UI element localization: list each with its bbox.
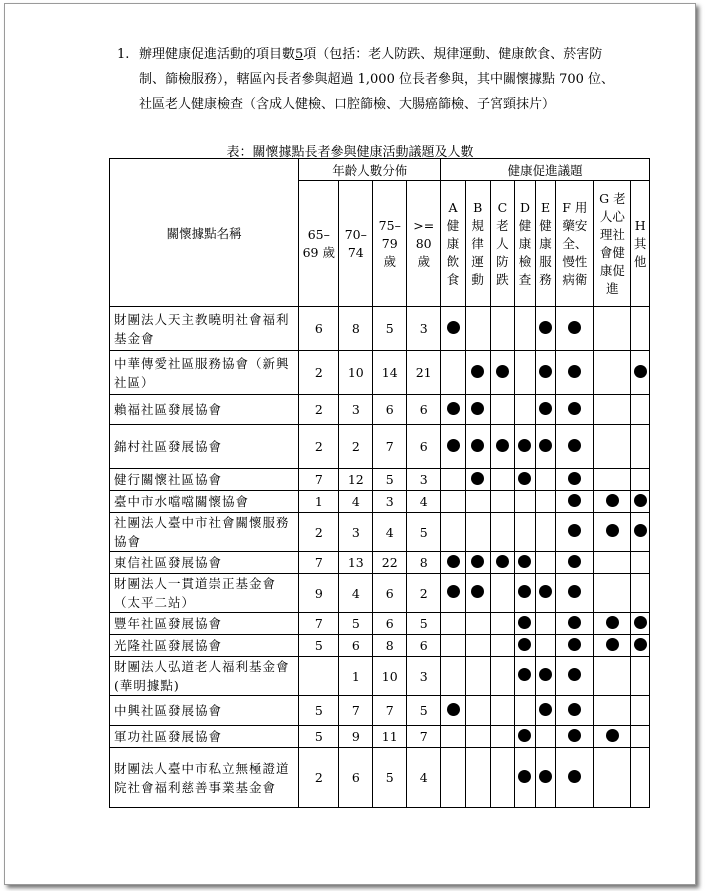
row-name: 豐年社區發展協會 [110, 613, 299, 635]
topic-cell-2 [490, 574, 515, 613]
topic-cell-7 [631, 351, 650, 395]
table-row [110, 469, 650, 491]
filled-dot-icon [568, 703, 581, 716]
topic-cell-3 [515, 552, 536, 574]
topic-cell-1 [465, 748, 490, 808]
filled-dot-icon [496, 555, 509, 568]
topic-cell-7 [631, 491, 650, 513]
filled-dot-icon [539, 585, 552, 598]
topic-cell-1 [465, 469, 490, 491]
age-count-1: 12 [339, 469, 373, 491]
topic-header-4: E 健 康 服 務 [535, 181, 556, 307]
age-count-1: 6 [339, 748, 373, 808]
age-count-2: 14 [373, 351, 407, 395]
filled-dot-icon [447, 402, 460, 415]
topic-cell-0 [441, 635, 466, 657]
age-count-1: 3 [339, 513, 373, 552]
age-count-0: 2 [299, 395, 339, 425]
table-row [110, 748, 650, 808]
topic-cell-6 [594, 613, 631, 635]
row-name: 中華傳愛社區服務協會（新興社區） [110, 351, 299, 395]
topic-cell-0 [441, 469, 466, 491]
row-name: 社團法人臺中市社會關懷服務協會 [110, 513, 299, 552]
age-count-0 [299, 657, 339, 696]
age-count-1: 5 [339, 613, 373, 635]
header-topic-group: 健康促進議題 [441, 159, 650, 181]
topic-cell-1 [465, 613, 490, 635]
topic-cell-1 [465, 552, 490, 574]
age-count-3: 5 [407, 513, 441, 552]
topic-cell-4 [535, 552, 556, 574]
topic-cell-0 [441, 657, 466, 696]
age-count-0: 2 [299, 748, 339, 808]
filled-dot-icon [539, 439, 552, 452]
age-count-1: 6 [339, 635, 373, 657]
filled-dot-icon [568, 524, 581, 537]
row-name: 財團法人天主教曉明社會福利基金會 [110, 307, 299, 351]
age-count-3: 4 [407, 748, 441, 808]
topic-cell-4 [535, 657, 556, 696]
list-number: 1. [117, 47, 130, 62]
age-count-0: 6 [299, 307, 339, 351]
topic-cell-6 [594, 726, 631, 748]
topic-cell-6 [594, 552, 631, 574]
topic-cell-6 [594, 657, 631, 696]
filled-dot-icon [518, 439, 531, 452]
age-header-0: 65– 69 歲 [299, 181, 339, 307]
age-count-2: 22 [373, 552, 407, 574]
header-age-group: 年齡人數分佈 [299, 159, 441, 181]
topic-cell-4 [535, 574, 556, 613]
table-row [110, 425, 650, 469]
topic-cell-3 [515, 635, 536, 657]
topic-cell-7 [631, 657, 650, 696]
topic-cell-2 [490, 425, 515, 469]
topic-cell-4 [535, 307, 556, 351]
topic-cell-3 [515, 425, 536, 469]
topic-cell-5 [556, 513, 594, 552]
age-count-0: 2 [299, 425, 339, 469]
document-page [4, 3, 696, 885]
age-count-3: 8 [407, 552, 441, 574]
topic-cell-0 [441, 395, 466, 425]
row-name: 財團法人臺中市私立無極證道院社會福利慈善事業基金會 [110, 748, 299, 808]
topic-cell-6 [594, 395, 631, 425]
table-row [110, 491, 650, 513]
age-count-2: 10 [373, 657, 407, 696]
topic-cell-5 [556, 613, 594, 635]
filled-dot-icon [496, 439, 509, 452]
table-row [110, 696, 650, 726]
topic-cell-5 [556, 395, 594, 425]
topic-cell-5 [556, 696, 594, 726]
topic-cell-3 [515, 657, 536, 696]
age-count-3: 4 [407, 491, 441, 513]
table-row [110, 513, 650, 552]
filled-dot-icon [496, 365, 509, 378]
age-count-3: 5 [407, 696, 441, 726]
age-count-3: 3 [407, 469, 441, 491]
topic-cell-3 [515, 395, 536, 425]
topic-cell-3 [515, 513, 536, 552]
topic-header-7: H 其 他 [631, 181, 650, 307]
age-count-0: 1 [299, 491, 339, 513]
age-count-2: 8 [373, 635, 407, 657]
topic-cell-4 [535, 726, 556, 748]
topic-cell-1 [465, 351, 490, 395]
age-count-3: 21 [407, 351, 441, 395]
topic-cell-4 [535, 635, 556, 657]
filled-dot-icon [539, 703, 552, 716]
topic-cell-2 [490, 552, 515, 574]
age-count-1: 8 [339, 307, 373, 351]
filled-dot-icon [471, 439, 484, 452]
topic-cell-0 [441, 696, 466, 726]
age-count-0: 7 [299, 552, 339, 574]
filled-dot-icon [568, 729, 581, 742]
filled-dot-icon [518, 616, 531, 629]
filled-dot-icon [568, 494, 581, 507]
topic-cell-6 [594, 513, 631, 552]
topic-cell-2 [490, 657, 515, 696]
age-header-2: 75– 79 歲 [373, 181, 407, 307]
age-count-1: 10 [339, 351, 373, 395]
age-count-3: 6 [407, 395, 441, 425]
row-name: 財團法人弘道老人福利基金會(華明據點) [110, 657, 299, 696]
intro-text-a: 辦理健康促進活動的項目數 [139, 47, 296, 62]
topic-cell-1 [465, 635, 490, 657]
row-name: 財團法人一貫道崇正基金會（太平二站） [110, 574, 299, 613]
age-count-1: 2 [339, 425, 373, 469]
filled-dot-icon [447, 703, 460, 716]
topic-cell-3 [515, 613, 536, 635]
topic-cell-7 [631, 425, 650, 469]
topic-cell-3 [515, 351, 536, 395]
age-count-1: 4 [339, 491, 373, 513]
topic-cell-7 [631, 613, 650, 635]
filled-dot-icon [539, 402, 552, 415]
topic-cell-5 [556, 635, 594, 657]
filled-dot-icon [634, 365, 647, 378]
topic-cell-5 [556, 726, 594, 748]
filled-dot-icon [568, 321, 581, 334]
topic-cell-0 [441, 351, 466, 395]
filled-dot-icon [606, 638, 619, 651]
topic-cell-5 [556, 425, 594, 469]
age-count-3: 3 [407, 657, 441, 696]
age-count-1: 7 [339, 696, 373, 726]
filled-dot-icon [606, 616, 619, 629]
topic-cell-2 [490, 513, 515, 552]
table-row [110, 635, 650, 657]
topic-cell-7 [631, 574, 650, 613]
row-name: 中興社區發展協會 [110, 696, 299, 726]
topic-cell-7 [631, 635, 650, 657]
filled-dot-icon [518, 638, 531, 651]
topic-cell-3 [515, 307, 536, 351]
topic-cell-2 [490, 307, 515, 351]
filled-dot-icon [634, 494, 647, 507]
age-count-0: 7 [299, 469, 339, 491]
topic-cell-6 [594, 574, 631, 613]
topic-cell-3 [515, 469, 536, 491]
topic-cell-3 [515, 748, 536, 808]
topic-header-2: C 老 人 防 跌 [490, 181, 515, 307]
filled-dot-icon [471, 402, 484, 415]
topic-cell-2 [490, 469, 515, 491]
age-count-2: 6 [373, 613, 407, 635]
filled-dot-icon [634, 638, 647, 651]
topic-cell-4 [535, 395, 556, 425]
topic-cell-2 [490, 613, 515, 635]
age-count-1: 4 [339, 574, 373, 613]
topic-cell-0 [441, 574, 466, 613]
topic-cell-0 [441, 552, 466, 574]
topic-cell-6 [594, 469, 631, 491]
age-count-1: 13 [339, 552, 373, 574]
topic-cell-0 [441, 613, 466, 635]
topic-cell-1 [465, 513, 490, 552]
topic-cell-1 [465, 726, 490, 748]
topic-header-0: A 健 康 飲 食 [441, 181, 466, 307]
filled-dot-icon [447, 321, 460, 334]
topic-cell-5 [556, 469, 594, 491]
filled-dot-icon [568, 439, 581, 452]
filled-dot-icon [471, 472, 484, 485]
topic-cell-3 [515, 696, 536, 726]
age-count-3: 5 [407, 613, 441, 635]
age-count-2: 7 [373, 425, 407, 469]
filled-dot-icon [447, 439, 460, 452]
age-count-0: 7 [299, 613, 339, 635]
table-body [110, 307, 650, 808]
row-name: 臺中市水噹噹關懷協會 [110, 491, 299, 513]
topic-cell-1 [465, 307, 490, 351]
age-count-0: 5 [299, 635, 339, 657]
filled-dot-icon [634, 524, 647, 537]
filled-dot-icon [518, 770, 531, 783]
row-name: 賴福社區發展協會 [110, 395, 299, 425]
topic-cell-6 [594, 307, 631, 351]
filled-dot-icon [518, 668, 531, 681]
topic-cell-5 [556, 552, 594, 574]
age-count-2: 5 [373, 307, 407, 351]
age-count-2: 11 [373, 726, 407, 748]
topic-cell-2 [490, 395, 515, 425]
age-count-2: 5 [373, 469, 407, 491]
topic-cell-5 [556, 748, 594, 808]
age-count-3: 2 [407, 574, 441, 613]
topic-cell-2 [490, 635, 515, 657]
topic-cell-1 [465, 574, 490, 613]
table-row [110, 351, 650, 395]
topic-cell-7 [631, 307, 650, 351]
topic-cell-7 [631, 696, 650, 726]
topic-cell-5 [556, 351, 594, 395]
table-row [110, 307, 650, 351]
row-name: 光隆社區發展協會 [110, 635, 299, 657]
topic-cell-0 [441, 726, 466, 748]
topic-header-6: G 老 人心 理社 會健 康促 進 [594, 181, 631, 307]
topic-cell-7 [631, 395, 650, 425]
topic-cell-4 [535, 748, 556, 808]
topic-cell-3 [515, 726, 536, 748]
topic-cell-6 [594, 696, 631, 726]
filled-dot-icon [568, 472, 581, 485]
filled-dot-icon [634, 616, 647, 629]
table-row [110, 574, 650, 613]
filled-dot-icon [471, 365, 484, 378]
topic-cell-7 [631, 513, 650, 552]
filled-dot-icon [568, 555, 581, 568]
age-count-0: 5 [299, 726, 339, 748]
row-name: 健行關懷社區協會 [110, 469, 299, 491]
filled-dot-icon [606, 494, 619, 507]
topic-header-3: D 健 康 檢 查 [515, 181, 536, 307]
filled-dot-icon [518, 555, 531, 568]
topic-header-5: F 用 藥安 全、 慢性 病衛 [556, 181, 594, 307]
age-count-0: 9 [299, 574, 339, 613]
filled-dot-icon [568, 668, 581, 681]
topic-cell-4 [535, 613, 556, 635]
topic-cell-4 [535, 513, 556, 552]
topic-cell-2 [490, 491, 515, 513]
header-name: 關懷據點名稱 [110, 159, 299, 307]
topic-cell-4 [535, 425, 556, 469]
topic-cell-0 [441, 425, 466, 469]
filled-dot-icon [518, 585, 531, 598]
topic-cell-1 [465, 491, 490, 513]
table-row [110, 613, 650, 635]
topic-cell-1 [465, 395, 490, 425]
age-count-3: 6 [407, 635, 441, 657]
row-name: 錦村社區發展協會 [110, 425, 299, 469]
age-count-0: 2 [299, 351, 339, 395]
age-count-3: 6 [407, 425, 441, 469]
topic-cell-0 [441, 748, 466, 808]
filled-dot-icon [568, 770, 581, 783]
filled-dot-icon [447, 555, 460, 568]
topic-cell-5 [556, 307, 594, 351]
intro-paragraph [117, 42, 617, 117]
row-name: 軍功社區發展協會 [110, 726, 299, 748]
filled-dot-icon [518, 729, 531, 742]
age-count-1: 3 [339, 395, 373, 425]
topic-cell-7 [631, 552, 650, 574]
filled-dot-icon [539, 365, 552, 378]
age-count-1: 9 [339, 726, 373, 748]
table-row [110, 552, 650, 574]
age-count-2: 7 [373, 696, 407, 726]
filled-dot-icon [568, 616, 581, 629]
topic-cell-0 [441, 513, 466, 552]
age-count-0: 5 [299, 696, 339, 726]
topic-header-1: B 規 律 運 動 [465, 181, 490, 307]
filled-dot-icon [568, 402, 581, 415]
age-count-2: 5 [373, 748, 407, 808]
topic-cell-5 [556, 491, 594, 513]
topic-cell-0 [441, 307, 466, 351]
age-count-2: 6 [373, 574, 407, 613]
filled-dot-icon [539, 321, 552, 334]
topic-cell-6 [594, 491, 631, 513]
topic-cell-2 [490, 696, 515, 726]
topic-cell-7 [631, 469, 650, 491]
filled-dot-icon [539, 770, 552, 783]
row-name: 東信社區發展協會 [110, 552, 299, 574]
filled-dot-icon [518, 472, 531, 485]
table-row [110, 657, 650, 696]
topic-cell-1 [465, 696, 490, 726]
filled-dot-icon [606, 729, 619, 742]
filled-dot-icon [568, 638, 581, 651]
age-count-3: 7 [407, 726, 441, 748]
age-count-2: 6 [373, 395, 407, 425]
topic-cell-7 [631, 748, 650, 808]
age-count-3: 3 [407, 307, 441, 351]
topic-cell-2 [490, 351, 515, 395]
topic-cell-2 [490, 726, 515, 748]
age-count-0: 2 [299, 513, 339, 552]
age-count-1: 1 [339, 657, 373, 696]
age-header-3: >= 80 歲 [407, 181, 441, 307]
filled-dot-icon [447, 585, 460, 598]
topic-cell-6 [594, 351, 631, 395]
topic-cell-4 [535, 469, 556, 491]
topic-cell-1 [465, 657, 490, 696]
filled-dot-icon [471, 555, 484, 568]
topic-cell-4 [535, 696, 556, 726]
topic-cell-1 [465, 425, 490, 469]
intro-text-b: 項（包括：老人防跌、規律運動、健康飲食、菸害防制、篩檢服務），轄區內長者參與超過 1,000 位長者參與，其中關懷據點 700 位、社區老人健康檢查（含成人健檢、口腔篩檢、大腸癌篩檢、子宮頸抹片） [139, 47, 615, 112]
topic-cell-3 [515, 491, 536, 513]
intro-count: 5 [295, 47, 304, 62]
topic-cell-7 [631, 726, 650, 748]
table-row [110, 726, 650, 748]
filled-dot-icon [568, 585, 581, 598]
topic-cell-4 [535, 491, 556, 513]
table-row [110, 395, 650, 425]
filled-dot-icon [606, 524, 619, 537]
filled-dot-icon [568, 365, 581, 378]
topic-cell-0 [441, 491, 466, 513]
age-count-2: 3 [373, 491, 407, 513]
age-count-2: 4 [373, 513, 407, 552]
topic-cell-5 [556, 657, 594, 696]
filled-dot-icon [539, 668, 552, 681]
topic-cell-6 [594, 748, 631, 808]
filled-dot-icon [471, 585, 484, 598]
age-header-1: 70– 74 [339, 181, 373, 307]
activity-table [109, 158, 650, 808]
topic-cell-2 [490, 748, 515, 808]
table-caption: 表：關懷據點長者參與健康活動議題及人數 [226, 145, 474, 160]
topic-cell-4 [535, 351, 556, 395]
intro-text [139, 42, 617, 117]
topic-cell-3 [515, 574, 536, 613]
topic-cell-6 [594, 425, 631, 469]
topic-cell-5 [556, 574, 594, 613]
topic-cell-6 [594, 635, 631, 657]
